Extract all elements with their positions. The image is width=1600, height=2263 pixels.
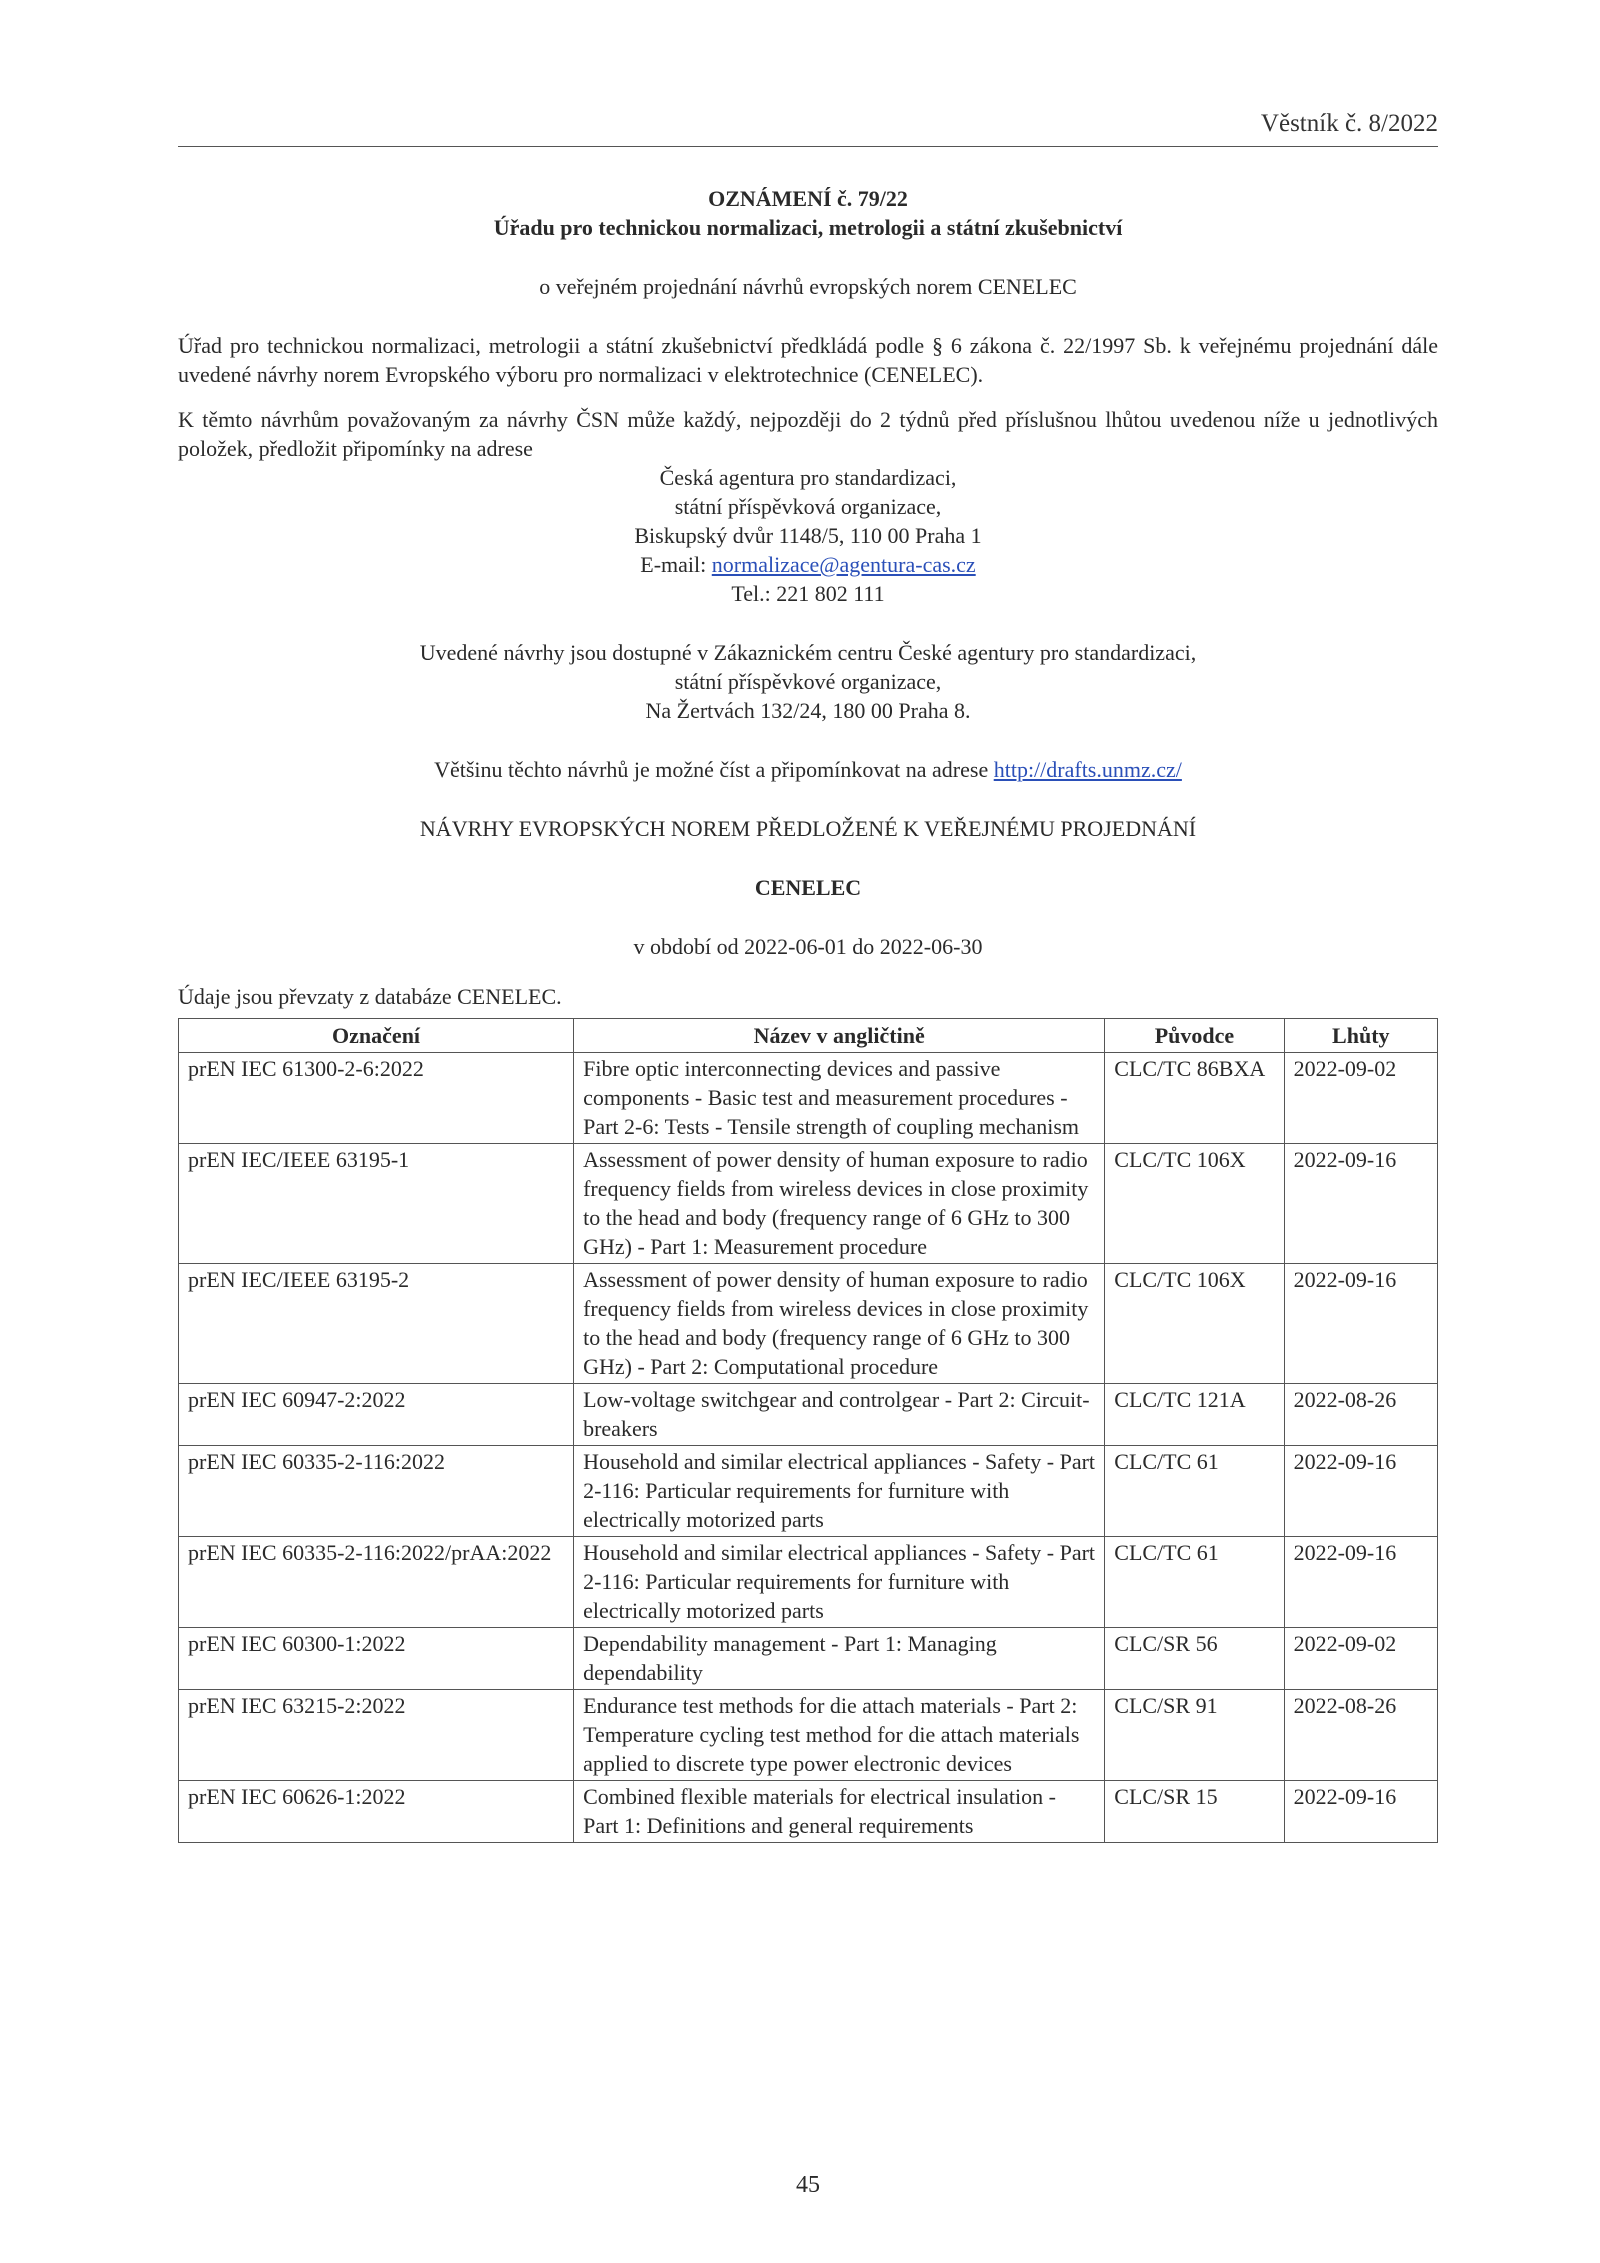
drafts-link[interactable]: http://drafts.unmz.cz/	[993, 757, 1182, 782]
cell-originator: CLC/TC 86BXA	[1105, 1053, 1284, 1144]
cell-originator: CLC/TC 106X	[1105, 1144, 1284, 1264]
cell-deadline: 2022-09-16	[1284, 1781, 1437, 1843]
address-line-1: Česká agentura pro standardizaci,	[659, 465, 957, 490]
cell-designation: prEN IEC 60626-1:2022	[179, 1781, 574, 1843]
cell-deadline: 2022-09-16	[1284, 1537, 1437, 1628]
organization-title: CENELEC	[754, 875, 862, 900]
table-row	[179, 1144, 1438, 1264]
cell-designation: prEN IEC 61300-2-6:2022	[179, 1053, 574, 1144]
cell-originator: CLC/SR 56	[1105, 1628, 1284, 1690]
availability-line-1: Uvedené návrhy jsou dostupné v Zákaznickém centru České agentury pro standardizaci,	[419, 640, 1197, 665]
source-note: Údaje jsou převzaty z databáze CENELEC.	[178, 984, 562, 1009]
table-body	[179, 1053, 1438, 1843]
table-row	[179, 1628, 1438, 1690]
page-number: 45	[796, 2172, 820, 2198]
table-row	[179, 1537, 1438, 1628]
period-text: v období od 2022-06-01 do 2022-06-30	[633, 934, 983, 959]
cell-english-title: Assessment of power density of human exposure to radio frequency fields from wireless devices in close proximity to the head and body (frequency range of 6 GHz to 300 GHz) - Part 1: Measurement procedure	[574, 1144, 1105, 1264]
email-label: E-mail:	[640, 552, 712, 577]
table-row	[179, 1384, 1438, 1446]
cell-english-title: Low-voltage switchgear and controlgear - Part 2: Circuit-breakers	[574, 1384, 1105, 1446]
table-row	[179, 1446, 1438, 1537]
table-row	[179, 1781, 1438, 1843]
announcement-office: Úřadu pro technickou normalizaci, metrologii a státní zkušebnictví	[493, 215, 1123, 240]
online-text: Většinu těchto návrhů je možné číst a připomínkovat na adrese	[434, 757, 994, 782]
cell-deadline: 2022-09-02	[1284, 1053, 1437, 1144]
address-line-2: státní příspěvková organizace,	[674, 494, 942, 519]
intro-paragraph: Úřad pro technickou normalizaci, metrologii a státní zkušebnictví předkládá podle § 6 zákona č. 22/1997 Sb. k veřejnému projednání dále uvedené návrhy norem Evropského výboru pro normalizaci v elektrotechnice (CENELEC).	[178, 333, 1438, 387]
cell-english-title: Endurance test methods for die attach materials - Part 2: Temperature cycling test method for die attach materials applied to discrete type power electronic devices	[574, 1690, 1105, 1781]
cell-designation: prEN IEC/IEEE 63195-1	[179, 1144, 574, 1264]
table-row	[179, 1053, 1438, 1144]
address-line-3: Biskupský dvůr 1148/5, 110 00 Praha 1	[634, 523, 982, 548]
email-link[interactable]: normalizace@agentura-cas.cz	[711, 552, 976, 577]
cell-english-title: Dependability management - Part 1: Managing dependability	[574, 1628, 1105, 1690]
table-header-row	[179, 1019, 1438, 1053]
cell-originator: CLC/SR 91	[1105, 1690, 1284, 1781]
norms-table	[178, 1018, 1438, 1843]
journal-header: Věstník č. 8/2022	[1260, 110, 1438, 137]
header-originator: Původce	[1105, 1019, 1284, 1053]
header-divider	[178, 146, 1438, 147]
header-designation: Označení	[179, 1019, 574, 1053]
header-english-title: Název v angličtině	[574, 1019, 1105, 1053]
online-line	[178, 755, 1438, 784]
cell-english-title: Combined flexible materials for electrical insulation - Part 1: Definitions and general requirements	[574, 1781, 1105, 1843]
cell-deadline: 2022-08-26	[1284, 1384, 1437, 1446]
cell-english-title: Assessment of power density of human exposure to radio frequency fields from wireless devices in close proximity to the head and body (frequency range of 6 GHz to 300 GHz) - Part 2: Computational procedure	[574, 1264, 1105, 1384]
cell-designation: prEN IEC 60335-2-116:2022/prAA:2022	[179, 1537, 574, 1628]
section-title: NÁVRHY EVROPSKÝCH NOREM PŘEDLOŽENÉ K VEŘEJNÉMU PROJEDNÁNÍ	[419, 816, 1197, 841]
cell-designation: prEN IEC 60335-2-116:2022	[179, 1446, 574, 1537]
cell-english-title: Household and similar electrical appliances - Safety - Part 2-116: Particular requirements for furniture with electrically motorized parts	[574, 1537, 1105, 1628]
cell-designation: prEN IEC/IEEE 63195-2	[179, 1264, 574, 1384]
table-row	[179, 1264, 1438, 1384]
cell-originator: CLC/TC 61	[1105, 1446, 1284, 1537]
cell-deadline: 2022-09-16	[1284, 1264, 1437, 1384]
announcement-number: OZNÁMENÍ č. 79/22	[708, 186, 908, 211]
cell-originator: CLC/TC 121A	[1105, 1384, 1284, 1446]
address-email-line	[178, 550, 1438, 579]
cell-deadline: 2022-09-02	[1284, 1628, 1437, 1690]
cell-deadline: 2022-08-26	[1284, 1690, 1437, 1781]
cell-originator: CLC/TC 61	[1105, 1537, 1284, 1628]
cell-designation: prEN IEC 63215-2:2022	[179, 1690, 574, 1781]
header-deadline: Lhůty	[1284, 1019, 1437, 1053]
availability-line-2: státní příspěvkové organizace,	[674, 669, 942, 694]
cell-deadline: 2022-09-16	[1284, 1446, 1437, 1537]
cell-english-title: Household and similar electrical appliances - Safety - Part 2-116: Particular requirements for furniture with electrically motorized parts	[574, 1446, 1105, 1537]
table-row	[179, 1690, 1438, 1781]
address-phone: Tel.: 221 802 111	[731, 581, 885, 606]
cell-english-title: Fibre optic interconnecting devices and passive components - Basic test and measurement procedures - Part 2-6: Tests - Tensile strength of coupling mechanism	[574, 1053, 1105, 1144]
cell-originator: CLC/SR 15	[1105, 1781, 1284, 1843]
cell-designation: prEN IEC 60947-2:2022	[179, 1384, 574, 1446]
cell-originator: CLC/TC 106X	[1105, 1264, 1284, 1384]
cell-designation: prEN IEC 60300-1:2022	[179, 1628, 574, 1690]
availability-line-3: Na Žertvách 132/24, 180 00 Praha 8.	[645, 698, 971, 723]
cell-deadline: 2022-09-16	[1284, 1144, 1437, 1264]
comments-paragraph: K těmto návrhům považovaným za návrhy ČSN může každý, nejpozději do 2 týdnů před příslušnou lhůtou uvedenou níže u jednotlivých položek, předložit připomínky na adrese	[178, 407, 1438, 461]
announcement-subject: o veřejném projednání návrhů evropských norem CENELEC	[539, 274, 1077, 299]
